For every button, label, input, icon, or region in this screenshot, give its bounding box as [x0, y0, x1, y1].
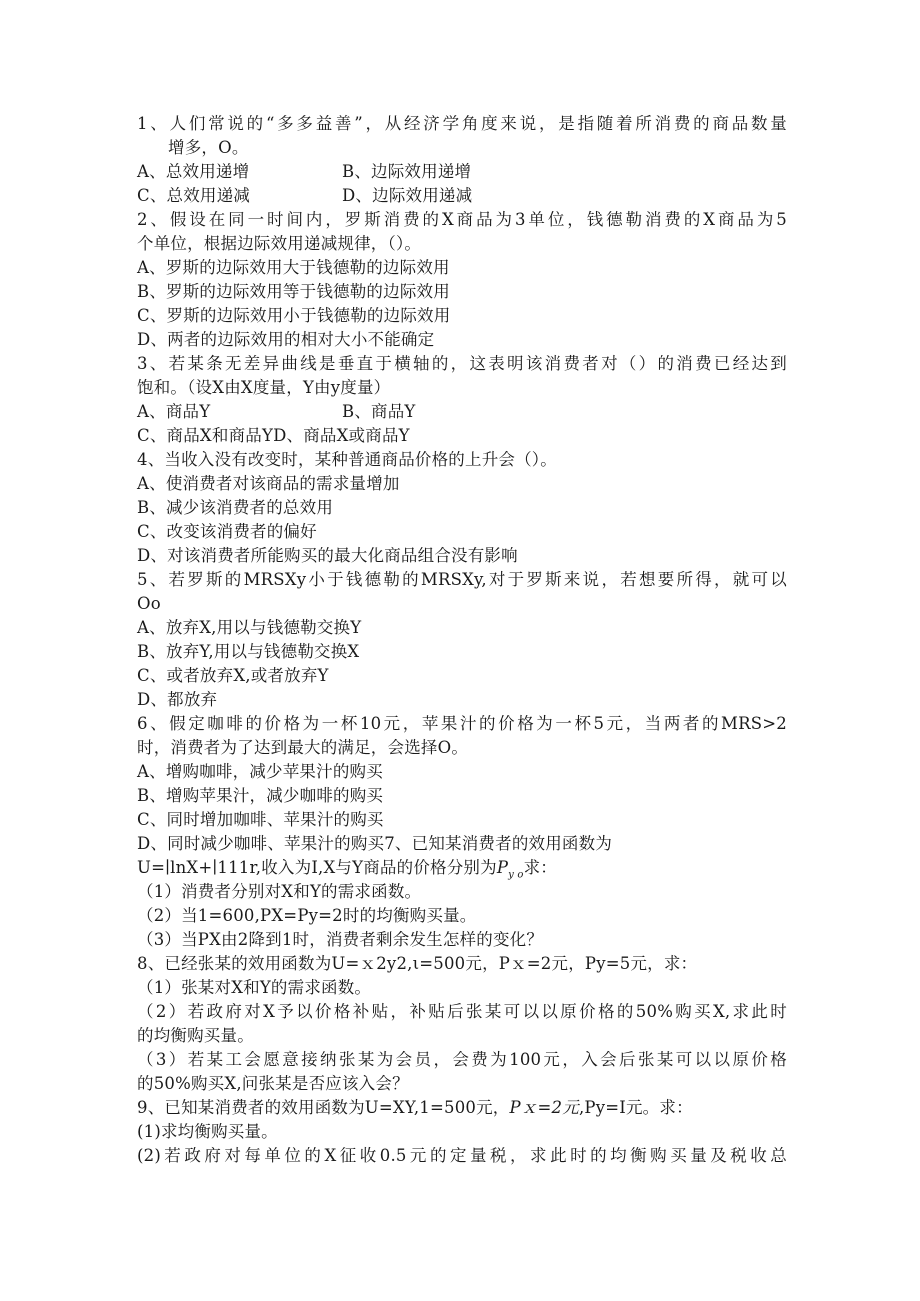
- q7-price-subscript: y o: [508, 869, 524, 881]
- q2-option-b: B、罗斯的边际效用等于钱德勒的边际效用: [137, 282, 450, 301]
- q7-part3: （3）当PX由2降到1时，消费者剩余发生怎样的变化？: [137, 930, 544, 949]
- q8-part1: （1）张某对X和Y的需求函数。: [137, 978, 372, 997]
- q8-part3-line2: 的50%购买X,问张某是否应该入会？: [137, 1074, 409, 1093]
- q3-options-row2: C、商品X和商品YD、商品X或商品Y: [137, 426, 410, 445]
- q4-option-b: B、减少该消费者的总效用: [137, 498, 334, 517]
- q9-stem-text: 9、已知某消费者的效用函数为U=XY,1=500元，: [137, 1098, 510, 1117]
- q4-option-a: A、使消费者对该商品的需求量增加: [137, 474, 400, 493]
- q2-option-c: C、罗斯的边际效用小于钱德勒的边际效用: [137, 306, 451, 325]
- q6-stem-line2: 时，消费者为了达到最大的满足，会选择O。: [137, 738, 469, 757]
- q9-stem: [137, 1096, 787, 1120]
- q5-option-b: B、放弃Y,用以与钱德勒交换X: [137, 642, 360, 661]
- q9-part1: (1)求均衡购买量。: [137, 1122, 278, 1141]
- q5-option-a: A、放弃X,用以与钱德勒交换Y: [137, 618, 362, 637]
- q8-part2-line1: （2）若政府对X予以价格补贴，补贴后张某可以以原价格的50%购买X,求此时: [137, 1002, 787, 1021]
- q1-option-d: D、边际效用递减: [342, 186, 473, 205]
- q7-utility-text: U=∣lnX+∣111r,收入为I,X与Y商品的价格分别为: [137, 858, 497, 877]
- q9-price-x: Pｘ=2元: [509, 1098, 579, 1117]
- q4-option-c: C、改变该消费者的偏好: [137, 522, 317, 541]
- q7-ask: 求：: [523, 858, 557, 877]
- q3-option-a: A、商品Y: [137, 402, 211, 421]
- q1-stem-line1: 1、人们常说的“多多益善”，从经济学角度来说，是指随着所消费的商品数量: [137, 114, 787, 133]
- q2-option-a: A、罗斯的边际效用大于钱德勒的边际效用: [137, 258, 450, 277]
- q8-part3-line1: （3）若某工会愿意接纳张某为会员，会费为100元，入会后张某可以以原价格: [137, 1050, 787, 1069]
- q7-price-symbol: P: [496, 858, 509, 877]
- q8-stem: 8、已经张某的效用函数为U=ｘ2y2,ι=500元，Pｘ=2元，Py=5元，求：: [137, 954, 698, 973]
- q4-stem: 4、当收入没有改变时，某种普通商品价格的上升会（）。: [137, 450, 557, 469]
- q5-stem-line1: 5、若罗斯的MRSXy小于钱德勒的MRSXy,对于罗斯来说，若想要所得，就可以: [137, 570, 787, 589]
- q4-option-d: D、对该消费者所能购买的最大化商品组合没有影响: [137, 546, 518, 565]
- q1-option-c: C、总效用递减: [137, 186, 251, 205]
- q1-option-a: A、总效用递增: [137, 162, 250, 181]
- q7-stem-line2: [137, 856, 787, 880]
- q2-option-d: D、两者的边际效用的相对大小不能确定: [137, 330, 435, 349]
- q6-option-a: A、增购咖啡，减少苹果汁的购买: [137, 762, 383, 781]
- q1-options-row2: [137, 184, 787, 208]
- q5-stem-line2: Oo: [137, 594, 161, 613]
- q6-stem-line1: 6、假定咖啡的价格为一杯10元，苹果汁的价格为一杯5元，当两者的MRS>2: [137, 714, 787, 733]
- q5-option-c: C、或者放弃X,或者放弃Y: [137, 666, 329, 685]
- q3-stem-line2: 饱和。（设X由X度量，Y由y度量）: [137, 378, 391, 397]
- q9-part2: (2)若政府对每单位的X征收0.5元的定量税，求此时的均衡购买量及税收总: [137, 1146, 787, 1165]
- q1-option-b: B、边际效用递增: [342, 162, 472, 181]
- q1-stem-line2: 增多，O。: [168, 138, 249, 157]
- q9-price-y: ,Py=I元。求：: [578, 1098, 693, 1117]
- q2-stem-line1: 2、假设在同一时间内，罗斯消费的X商品为3单位，钱德勒消费的X商品为5: [137, 210, 787, 229]
- q3-options-row1: [137, 400, 787, 424]
- q7-part2: （2）当1=600,PX=Py=2时的均衡购买量。: [137, 906, 477, 925]
- q7-part1: （1）消费者分别对X和Y的需求函数。: [137, 882, 422, 901]
- q3-option-b: B、商品Y: [342, 402, 416, 421]
- q2-stem-line2: 个单位，根据边际效用递减规律，（）。: [137, 234, 422, 253]
- q3-stem-line1: 3、若某条无差异曲线是垂直于横轴的，这表明该消费者对（）的消费已经达到: [137, 354, 787, 373]
- q6-option-d-and-q7-stem: D、同时减少咖啡、苹果汁的购买7、已知某消费者的效用函数为: [137, 834, 613, 853]
- q8-part2-line2: 的均衡购买量。: [137, 1026, 254, 1045]
- q6-option-b: B、增购苹果汁，减少咖啡的购买: [137, 786, 384, 805]
- q6-option-c: C、同时增加咖啡、苹果汁的购买: [137, 810, 384, 829]
- q5-option-d: D、都放弃: [137, 690, 218, 709]
- q1-options-row1: [137, 160, 787, 184]
